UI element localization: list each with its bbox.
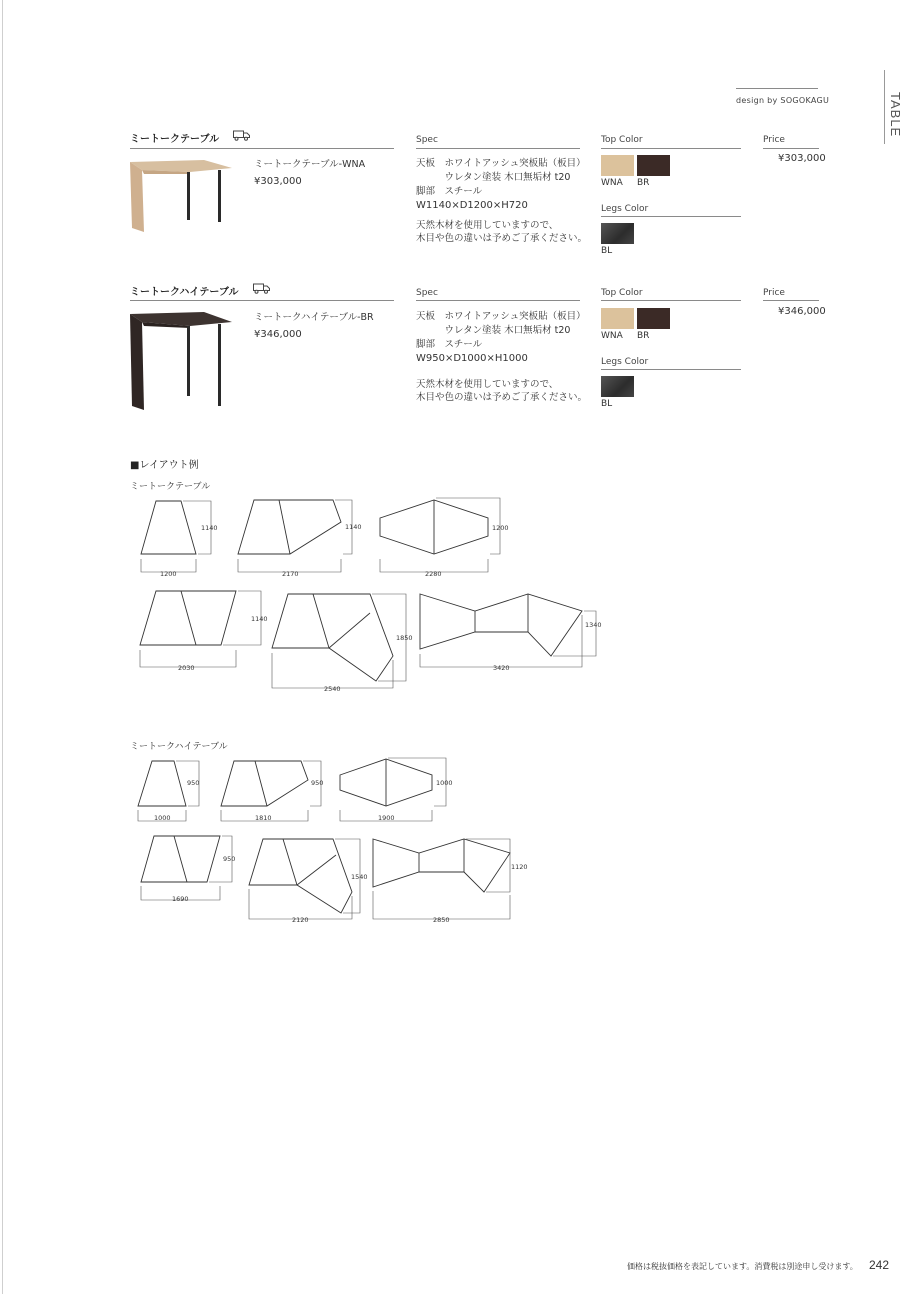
spec-heading: Spec: [416, 135, 438, 145]
dim-label: 2030: [178, 664, 195, 672]
layout-bowtie: [420, 594, 602, 672]
tax-note: 価格は税抜価格を表記しています。消費税は別途申し受けます。: [627, 1262, 858, 1271]
spec-line: ウレタン塗装 木口無垢材 t20: [416, 172, 571, 183]
swatch-label: BL: [601, 399, 613, 409]
dim-label: 1000: [154, 814, 171, 822]
spec-dimensions: W1140×D1200×H720: [416, 200, 528, 211]
layout-bowtie: [373, 839, 528, 924]
dim-label: 2120: [292, 916, 309, 924]
dim-label: 2850: [433, 916, 450, 924]
model-price: ¥346,000: [254, 329, 302, 340]
top-color-heading: Top Color: [601, 288, 643, 298]
dim-label: 1120: [511, 863, 528, 871]
dim-label: 1140: [201, 524, 218, 532]
dim-label: 950: [223, 855, 236, 863]
dim-label: 1540: [351, 873, 368, 881]
dim-label: 950: [311, 779, 324, 787]
wood-note: 木目や色の違いは予めご了承ください。: [416, 233, 588, 244]
model-price: ¥303,000: [254, 176, 302, 187]
wood-note: 天然木材を使用していますので、: [416, 220, 559, 231]
price-value: ¥346,000: [778, 306, 826, 317]
dim-label: 1140: [345, 523, 362, 531]
dim-label: 1340: [585, 621, 602, 629]
swatch-label: WNA: [601, 178, 623, 188]
dim-label: 1200: [160, 570, 177, 578]
legs-color-heading: Legs Color: [601, 357, 649, 367]
price-heading: Price: [763, 135, 785, 145]
dim-label: 1690: [172, 895, 189, 903]
spec-line: 脚部 スチール: [416, 339, 483, 350]
layout-hexagon: [380, 498, 509, 578]
dim-label: 3420: [493, 664, 510, 672]
dim-label: 2280: [425, 570, 442, 578]
dim-label: 1000: [436, 779, 453, 787]
wood-note: 木目や色の違いは予めご了承ください。: [416, 392, 588, 403]
model-name: ミートークテーブル-WNA: [254, 159, 366, 170]
dim-label: 2540: [324, 685, 341, 693]
model-name: ミートークハイテーブル-BR: [254, 312, 374, 323]
category-tab: TABLE: [888, 92, 903, 138]
designer-credit: design by SOGOKAGU: [736, 96, 830, 105]
dim-label: 1850: [396, 634, 413, 642]
layout-triple: [249, 839, 368, 924]
dim-label: 1810: [255, 814, 272, 822]
dim-label: 950: [187, 779, 200, 787]
dim-label: 1900: [378, 814, 395, 822]
spec-dimensions: W950×D1000×H1000: [416, 353, 528, 364]
spec-line: 天板 ホワイトアッシュ突板貼（板目）: [416, 311, 586, 322]
spec-heading: Spec: [416, 288, 438, 298]
layout-double: [238, 500, 362, 578]
swatch-label: BR: [637, 331, 650, 341]
dim-label: 2170: [282, 570, 299, 578]
product-title: ミートークテーブル: [130, 134, 220, 145]
page-number: 242: [869, 1258, 890, 1272]
layout-triple: [272, 594, 413, 693]
layout-single: [138, 761, 199, 822]
legs-color-heading: Legs Color: [601, 204, 649, 214]
layout-group-title: ミートークテーブル: [130, 482, 211, 492]
layout-parallelogram: [140, 591, 268, 672]
wood-note: 天然木材を使用していますので、: [416, 379, 559, 390]
layout-section-title: ■レイアウト例: [130, 460, 199, 471]
layout-double: [221, 761, 323, 822]
price-heading: Price: [763, 288, 785, 298]
layout-parallelogram: [141, 836, 235, 903]
price-value: ¥303,000: [778, 153, 826, 164]
spec-line: ウレタン塗装 木口無垢材 t20: [416, 325, 571, 336]
swatch-label: BL: [601, 246, 613, 256]
swatch-label: WNA: [601, 331, 623, 341]
dim-label: 1140: [251, 615, 268, 623]
layout-group-title: ミートークハイテーブル: [130, 742, 228, 752]
dim-label: 1200: [492, 524, 509, 532]
layout-single: [141, 501, 218, 578]
swatch-label: BR: [637, 178, 650, 188]
product-title: ミートークハイテーブル: [130, 287, 239, 298]
spec-line: 天板 ホワイトアッシュ突板貼（板目）: [416, 158, 586, 169]
top-color-heading: Top Color: [601, 135, 643, 145]
spec-line: 脚部 スチール: [416, 186, 483, 197]
layout-hexagon: [340, 758, 453, 822]
